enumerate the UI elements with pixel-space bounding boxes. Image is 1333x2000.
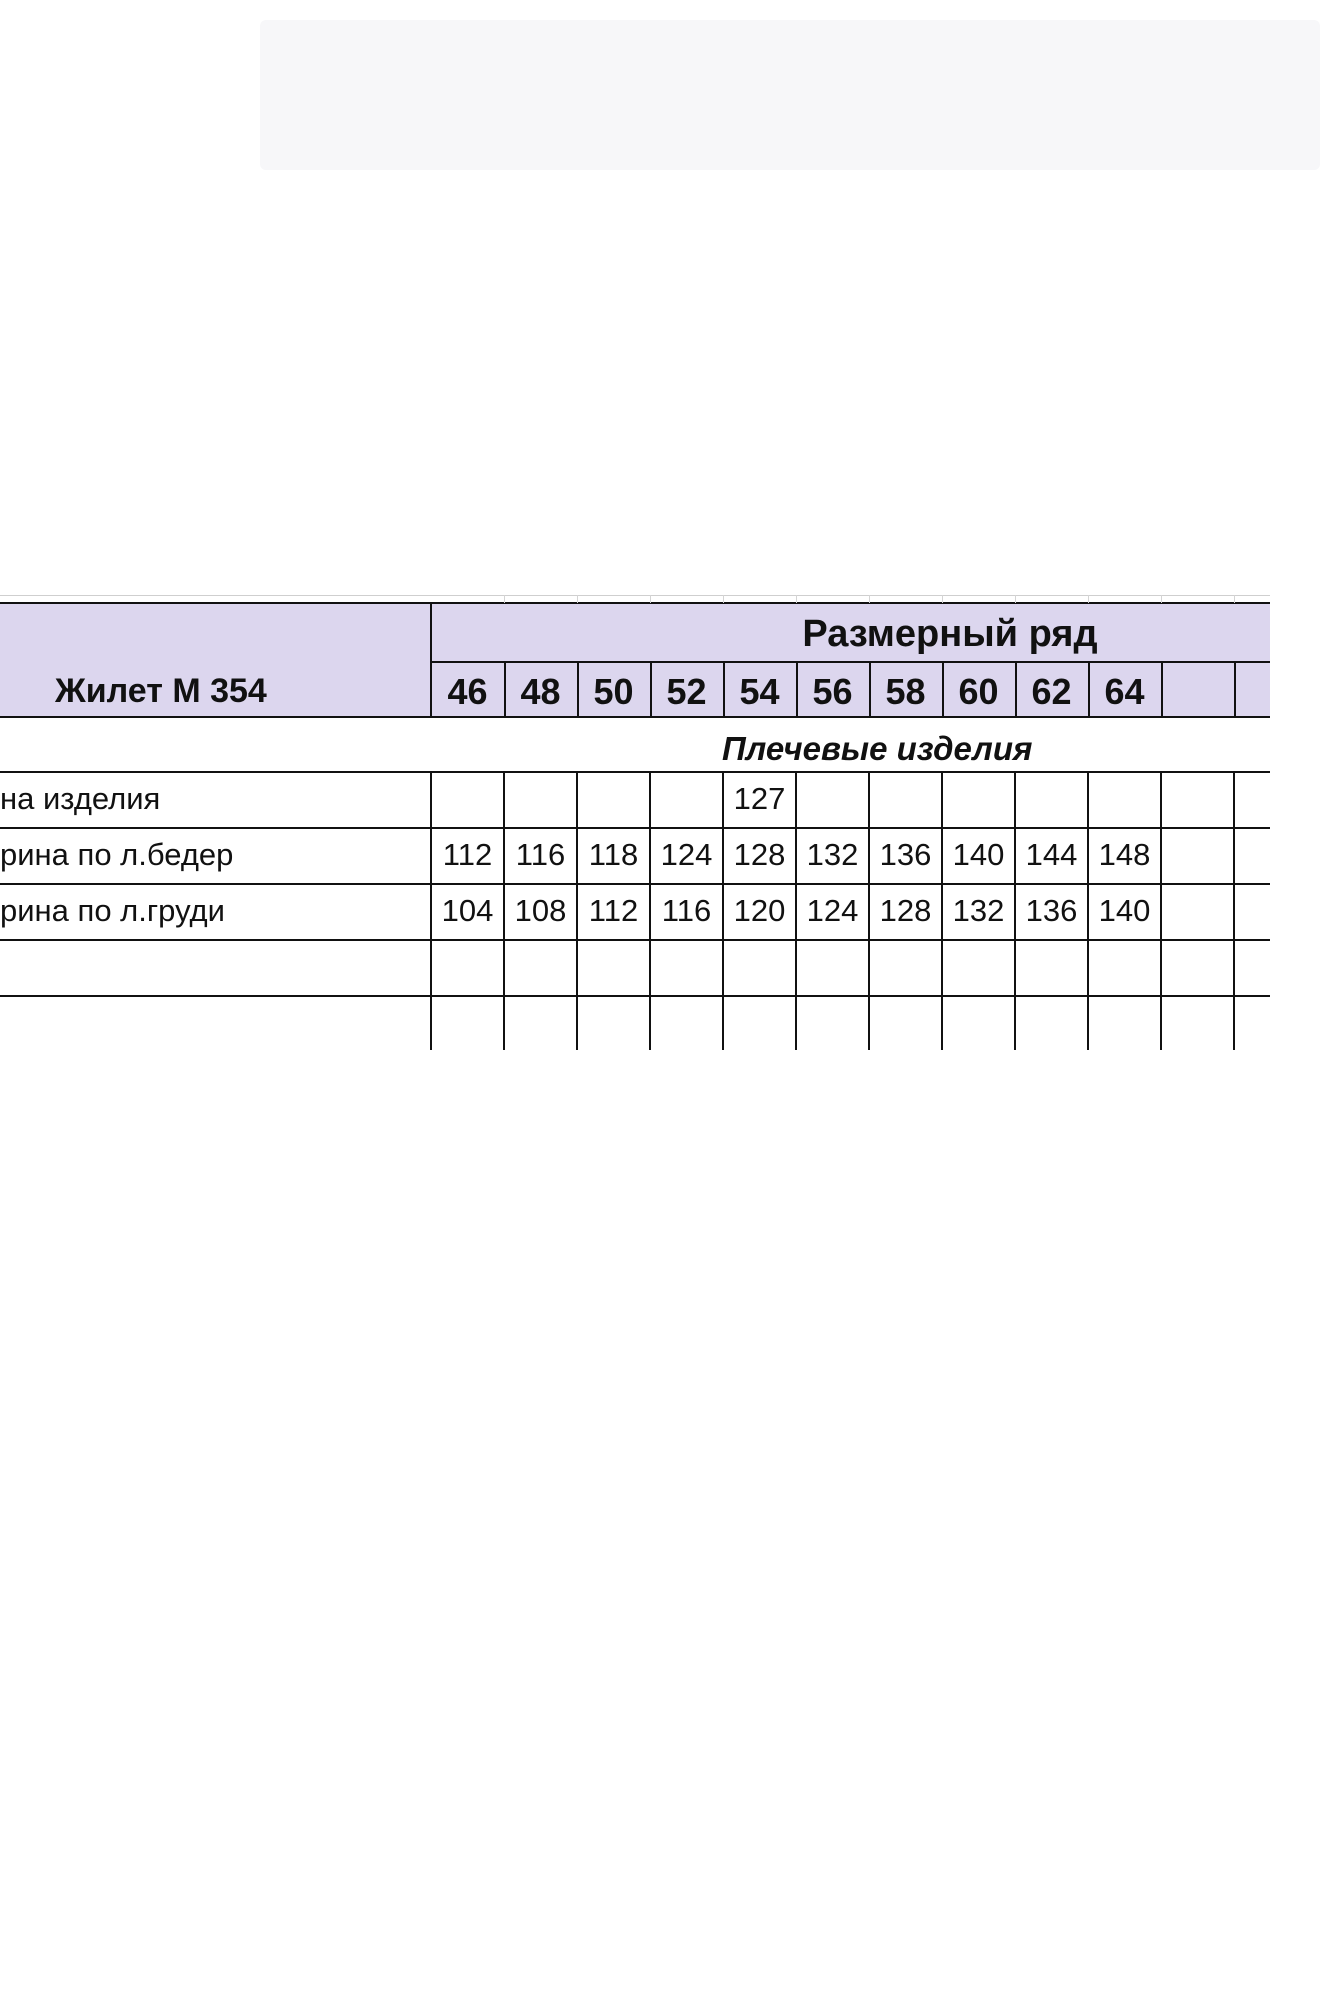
- table-cell: [1088, 771, 1161, 827]
- table-cell: 136: [879, 837, 932, 872]
- sheet-gridline: [723, 595, 724, 603]
- row-border: [0, 939, 1270, 941]
- table-cell: [942, 771, 1015, 827]
- table-cell: 140: [952, 837, 1005, 872]
- table-cell: 104: [441, 893, 494, 928]
- table-cell: [1161, 883, 1234, 939]
- size-col-border: [1015, 661, 1017, 717]
- table-cell: [1234, 883, 1270, 939]
- size-header-cell: 52: [666, 671, 707, 712]
- table-cell: 148: [1098, 837, 1151, 872]
- table-cell: [942, 995, 1015, 1050]
- sheet-gridline: [1234, 595, 1235, 603]
- size-header-cell: 58: [885, 671, 926, 712]
- size-header-cell: 62: [1031, 671, 1072, 712]
- sheet-gridline: [796, 595, 797, 603]
- table-cell: [431, 995, 504, 1050]
- table-cell: 144: [1025, 837, 1078, 872]
- table-cell: [431, 771, 504, 827]
- table-cell: [504, 771, 577, 827]
- table-cell: 116: [515, 837, 566, 872]
- table-cell: [869, 995, 942, 1050]
- table-cell: 124: [806, 893, 859, 928]
- size-col-border: [1234, 661, 1236, 717]
- col-border: [503, 771, 505, 1050]
- col-border: [722, 771, 724, 1050]
- table-cell: [1234, 827, 1270, 883]
- table-cell: [796, 939, 869, 995]
- col-border: [1160, 771, 1162, 1050]
- table-cell: [1088, 995, 1161, 1050]
- header-divider: [430, 602, 432, 717]
- col-border: [430, 771, 432, 1050]
- col-border: [1014, 771, 1016, 1050]
- background-artifact: [260, 20, 1320, 170]
- table-cell: [504, 995, 577, 1050]
- row-border: [0, 995, 1270, 997]
- table-cell: [869, 939, 942, 995]
- row-border: [0, 827, 1270, 829]
- table-cell: [1088, 939, 1161, 995]
- col-border: [795, 771, 797, 1050]
- table-cell: [1161, 939, 1234, 995]
- table-cell: [796, 995, 869, 1050]
- table-cell: 108: [514, 893, 567, 928]
- table-cell: [796, 771, 869, 827]
- table-cell: [1161, 995, 1234, 1050]
- row-label: [0, 939, 425, 995]
- table-cell: 132: [952, 893, 1005, 928]
- size-header-cell: 48: [520, 671, 561, 712]
- size-col-border: [577, 661, 579, 717]
- table-cell: [1015, 995, 1088, 1050]
- table-cell: [650, 771, 723, 827]
- table-cell: 128: [733, 837, 786, 872]
- sheet-gridline: [869, 595, 870, 603]
- size-header-cell: 46: [447, 671, 488, 712]
- table-cell: [723, 939, 796, 995]
- table-cell: [577, 939, 650, 995]
- col-border: [868, 771, 870, 1050]
- sheet-gridline: [942, 595, 943, 603]
- table-cell: [504, 939, 577, 995]
- sheet-gridline: [1088, 595, 1089, 603]
- col-border: [649, 771, 651, 1050]
- table-cell: 127: [733, 781, 786, 816]
- table-cell: [650, 939, 723, 995]
- size-col-border: [1161, 661, 1163, 717]
- row-border: [0, 771, 1270, 773]
- row-label-text: рина по л.бедер: [0, 837, 234, 872]
- table-cell: 140: [1098, 893, 1151, 928]
- table-cell: 118: [588, 837, 639, 872]
- table-cell: [723, 995, 796, 1050]
- product-title: Жилет М 354: [55, 672, 267, 710]
- header-bottom-border: [0, 716, 1270, 718]
- size-col-border: [1088, 661, 1090, 717]
- table-cell: 128: [879, 893, 932, 928]
- table-cell: 136: [1025, 893, 1078, 928]
- size-col-border: [942, 661, 944, 717]
- col-border: [1233, 771, 1235, 1050]
- sheet-gridline: [504, 595, 505, 603]
- sheet-gridline: [650, 595, 651, 603]
- col-border: [941, 771, 943, 1050]
- col-border: [1087, 771, 1089, 1050]
- table-cell: [1015, 939, 1088, 995]
- size-header-cell: 64: [1104, 671, 1145, 712]
- size-header-cell: [1161, 669, 1234, 715]
- row-label: [0, 995, 425, 1050]
- table-cell: [577, 771, 650, 827]
- table-cell: 116: [661, 893, 712, 928]
- row-border: [0, 883, 1270, 885]
- table-cell: 132: [806, 837, 859, 872]
- section-title: Плечевые изделия: [722, 730, 1033, 767]
- table-cell: [431, 939, 504, 995]
- size-col-border: [650, 661, 652, 717]
- sheet-gridline: [0, 595, 1270, 596]
- sheet-gridline: [1015, 595, 1016, 603]
- size-col-border: [723, 661, 725, 717]
- size-header-cell: [1234, 669, 1270, 715]
- table-cell: [650, 995, 723, 1050]
- row-label-text: рина по л.груди: [0, 893, 225, 928]
- row-label: [0, 883, 425, 939]
- table-cell: [577, 995, 650, 1050]
- size-range-header: Размерный ряд: [802, 613, 1098, 655]
- table-cell: 112: [588, 893, 639, 928]
- table-cell: [1234, 939, 1270, 995]
- table-cell: [1161, 827, 1234, 883]
- size-col-border: [869, 661, 871, 717]
- table-cell: [869, 771, 942, 827]
- table-cell: 124: [660, 837, 713, 872]
- table-cell: 120: [733, 893, 786, 928]
- table-cell: [1234, 995, 1270, 1050]
- col-border: [576, 771, 578, 1050]
- sheet-gridline: [577, 595, 578, 603]
- size-row-top-border: [431, 661, 1270, 663]
- header-top-border: [0, 602, 1270, 604]
- table-cell: [1234, 771, 1270, 827]
- size-chart-table: [0, 595, 1270, 1050]
- row-label: [0, 827, 425, 883]
- table-cell: [1161, 771, 1234, 827]
- size-col-border: [796, 661, 798, 717]
- size-header-cell: 60: [958, 671, 999, 712]
- size-header-cell: 50: [593, 671, 634, 712]
- row-label: [0, 771, 425, 827]
- sheet-gridline: [1161, 595, 1162, 603]
- size-header-cell: 56: [812, 671, 853, 712]
- table-cell: [942, 939, 1015, 995]
- row-label-text: на изделия: [0, 781, 161, 816]
- table-cell: 112: [442, 837, 493, 872]
- table-cell: [1015, 771, 1088, 827]
- size-header-cell: 54: [739, 671, 780, 712]
- size-col-border: [504, 661, 506, 717]
